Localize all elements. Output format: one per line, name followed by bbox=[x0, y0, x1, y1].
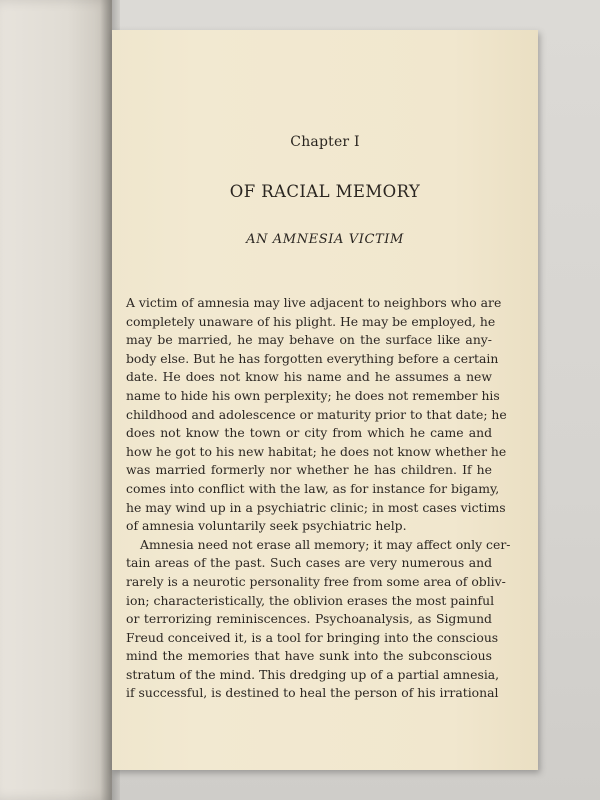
text-line: mind the memories that have sunk into the subconscious bbox=[126, 648, 492, 664]
text-line: A victim of amnesia may live adjacent to neighbors who are bbox=[126, 295, 502, 310]
text-line: childhood and adolescence or maturity prior to that date; he bbox=[126, 406, 507, 422]
book-page bbox=[112, 30, 538, 770]
paragraph-1 bbox=[126, 294, 507, 536]
left-page bbox=[0, 0, 112, 800]
text-line: stratum of the mind. This dredging up of a partial amnesia, bbox=[126, 666, 500, 682]
text-line: rarely is a neurotic personality free from some area of obliv- bbox=[126, 573, 506, 589]
chapter-title: OF RACIAL MEMORY bbox=[229, 182, 421, 201]
text-line: or terrorizing reminiscences. Psychoanalysis, as Sigmund bbox=[126, 611, 492, 627]
text-line: he may wind up in a psychiatric clinic; in most cases victims bbox=[126, 499, 506, 515]
chapter-heading: Chapter I bbox=[290, 134, 360, 150]
text-line: does not know the town or city from which he came and bbox=[126, 425, 492, 441]
text-line: if successful, is destined to heal the person of his irrational bbox=[126, 685, 499, 701]
text-line: Amnesia need not erase all memory; it may affect only cer- bbox=[140, 536, 511, 552]
section-subtitle: AN AMNESIA VICTIM bbox=[246, 232, 404, 247]
paragraph-2 bbox=[126, 536, 511, 703]
text-line: completely unaware of his plight. He may be employed, he bbox=[126, 313, 496, 329]
text-line: ion; characteristically, the oblivion erases the most painful bbox=[126, 592, 495, 608]
text-line: may be married, he may behave on the surface like any- bbox=[126, 332, 492, 348]
text-line: name to hide his own perplexity; he does not remember his bbox=[126, 387, 500, 403]
text-line: of amnesia voluntarily seek psychiatric help. bbox=[126, 518, 407, 534]
text-line: comes into conflict with the law, as for instance for bigamy, bbox=[126, 480, 500, 496]
text-line: Freud conceived it, is a tool for bringing into the conscious bbox=[126, 629, 499, 645]
text-line: was married formerly nor whether he has children. If he bbox=[126, 462, 492, 478]
text-line: tain areas of the past. Such cases are very numerous and bbox=[126, 555, 492, 571]
body-text bbox=[126, 294, 511, 703]
text-line: how he got to his new habitat; he does not know whether he bbox=[126, 443, 507, 459]
text-line: body else. But he has forgotten everything before a certain bbox=[126, 350, 499, 366]
text-line: date. He does not know his name and he assumes a new bbox=[126, 369, 492, 385]
